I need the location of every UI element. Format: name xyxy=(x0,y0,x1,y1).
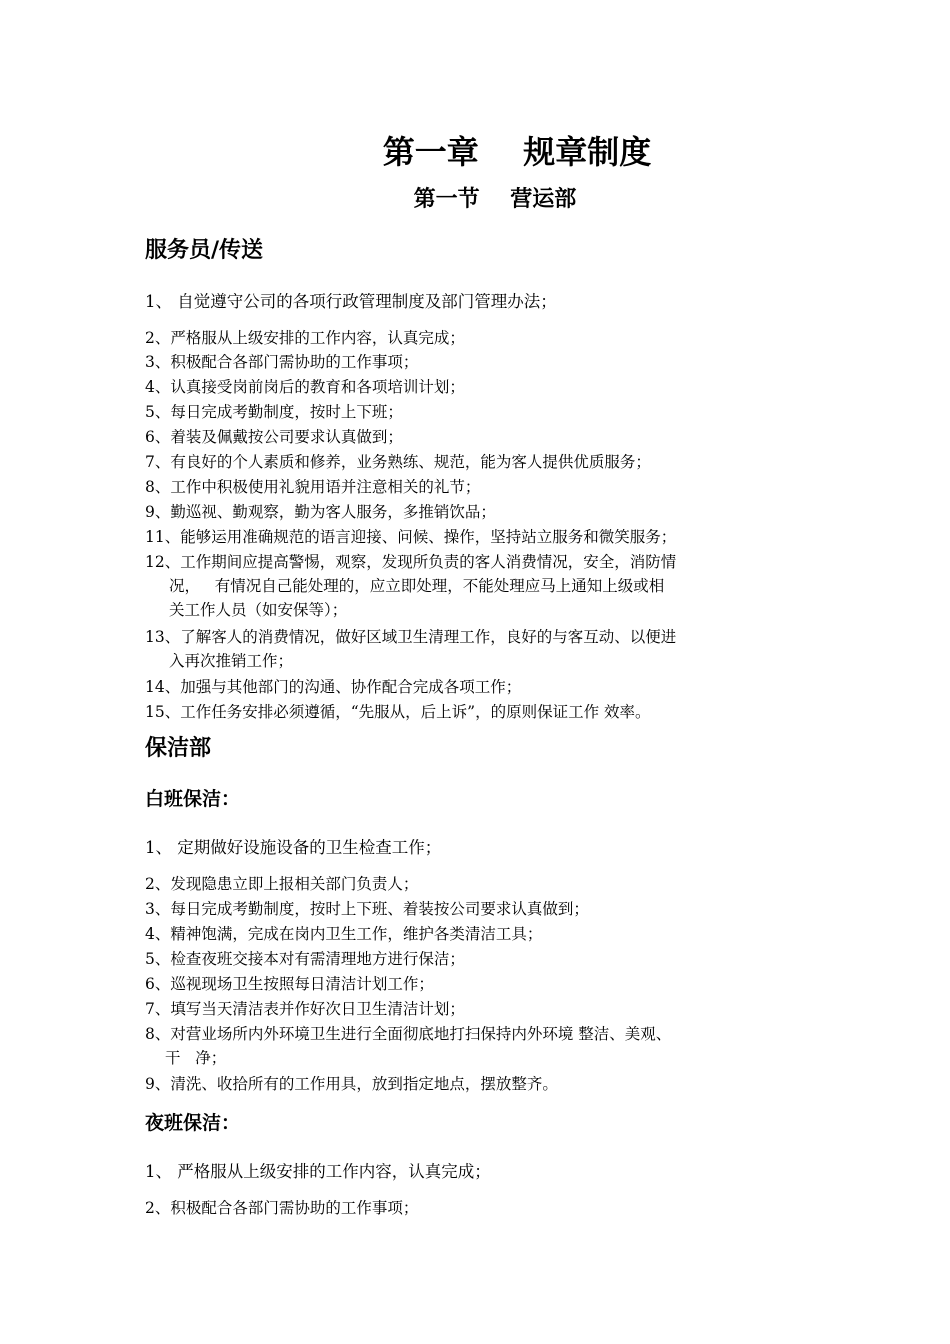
list-item-line: 入再次推销工作； xyxy=(169,652,294,670)
section-title: 第一节 营运部 xyxy=(413,187,577,212)
list-item xyxy=(145,625,805,673)
heading-waiter: 服务员/传送 xyxy=(145,238,264,263)
list-item: 2、发现隐患立即上报相关部门负责人； xyxy=(145,875,419,893)
list-item: 4、精神饱满，完成在岗内卫生工作，维护各类清洁工具； xyxy=(145,925,543,943)
list-item: 7、有良好的个人素质和修养，业务熟练、规范，能为客人提供优质服务； xyxy=(145,453,651,471)
list-item: 5、检查夜班交接本对有需清理地方进行保洁； xyxy=(145,950,465,968)
list-item-line: 12、工作期间应提高警惕，观察，发现所负责的客人消费情况，安全，消防情 xyxy=(145,553,677,571)
list-item: 8、工作中积极使用礼貌用语并注意相关的礼节； xyxy=(145,478,481,496)
chapter-title: 第一章 规章制度 xyxy=(382,133,652,171)
list-item: 11、能够运用准确规范的语言迎接、问候、操作，坚持站立服务和微笑服务； xyxy=(145,528,677,546)
list-item: 2、严格服从上级安排的工作内容，认真完成； xyxy=(145,329,465,347)
list-item: 4、认真接受岗前岗后的教育和各项培训计划； xyxy=(145,378,465,396)
list-item xyxy=(145,550,805,622)
heading-day-cleaning: 白班保洁： xyxy=(145,788,241,810)
list-item: 1、 自觉遵守公司的各项行政管理制度及部门管理办法； xyxy=(145,292,557,311)
list-item: 9、清洗、收拾所有的工作用具，放到指定地点，摆放整齐。 xyxy=(145,1075,558,1093)
list-item: 3、积极配合各部门需协助的工作事项； xyxy=(145,353,419,371)
heading-cleaning: 保洁部 xyxy=(145,736,212,761)
list-item: 1、 严格服从上级安排的工作内容，认真完成； xyxy=(145,1162,491,1181)
list-item: 14、加强与其他部门的沟通、协作配合完成各项工作； xyxy=(145,678,522,696)
list-item-line: 13、了解客人的消费情况，做好区域卫生清理工作，良好的与客互动、以便进 xyxy=(145,628,677,646)
list-item xyxy=(145,1022,805,1070)
heading-night-cleaning: 夜班保洁： xyxy=(145,1112,241,1134)
list-item-line: 干 净； xyxy=(165,1049,227,1067)
list-item: 6、巡视现场卫生按照每日清洁计划工作； xyxy=(145,975,434,993)
list-item: 15、工作任务安排必须遵循，“先服从，后上诉”，的原则保证工作 效率。 xyxy=(145,703,651,721)
list-item-line: 8、对营业场所内外环境卫生进行全面彻底地打扫保持内外环境 整洁、美观、 xyxy=(145,1025,672,1043)
list-item-line: 关工作人员（如安保等）； xyxy=(169,601,348,619)
list-item: 6、着装及佩戴按公司要求认真做到； xyxy=(145,428,403,446)
list-item: 5、每日完成考勤制度，按时上下班； xyxy=(145,403,403,421)
list-item: 7、填写当天清洁表并作好次日卫生清洁计划； xyxy=(145,1000,465,1018)
list-item-line: 况， 有情况自己能处理的，应立即处理，不能处理应马上通知上级或相 xyxy=(169,577,665,595)
list-item: 3、每日完成考勤制度，按时上下班、着装按公司要求认真做到； xyxy=(145,900,589,918)
list-item: 2、积极配合各部门需协助的工作事项； xyxy=(145,1199,419,1217)
list-item: 1、 定期做好设施设备的卫生检查工作； xyxy=(145,838,442,857)
list-item: 9、勤巡视、勤观察，勤为客人服务，多推销饮品； xyxy=(145,503,496,521)
